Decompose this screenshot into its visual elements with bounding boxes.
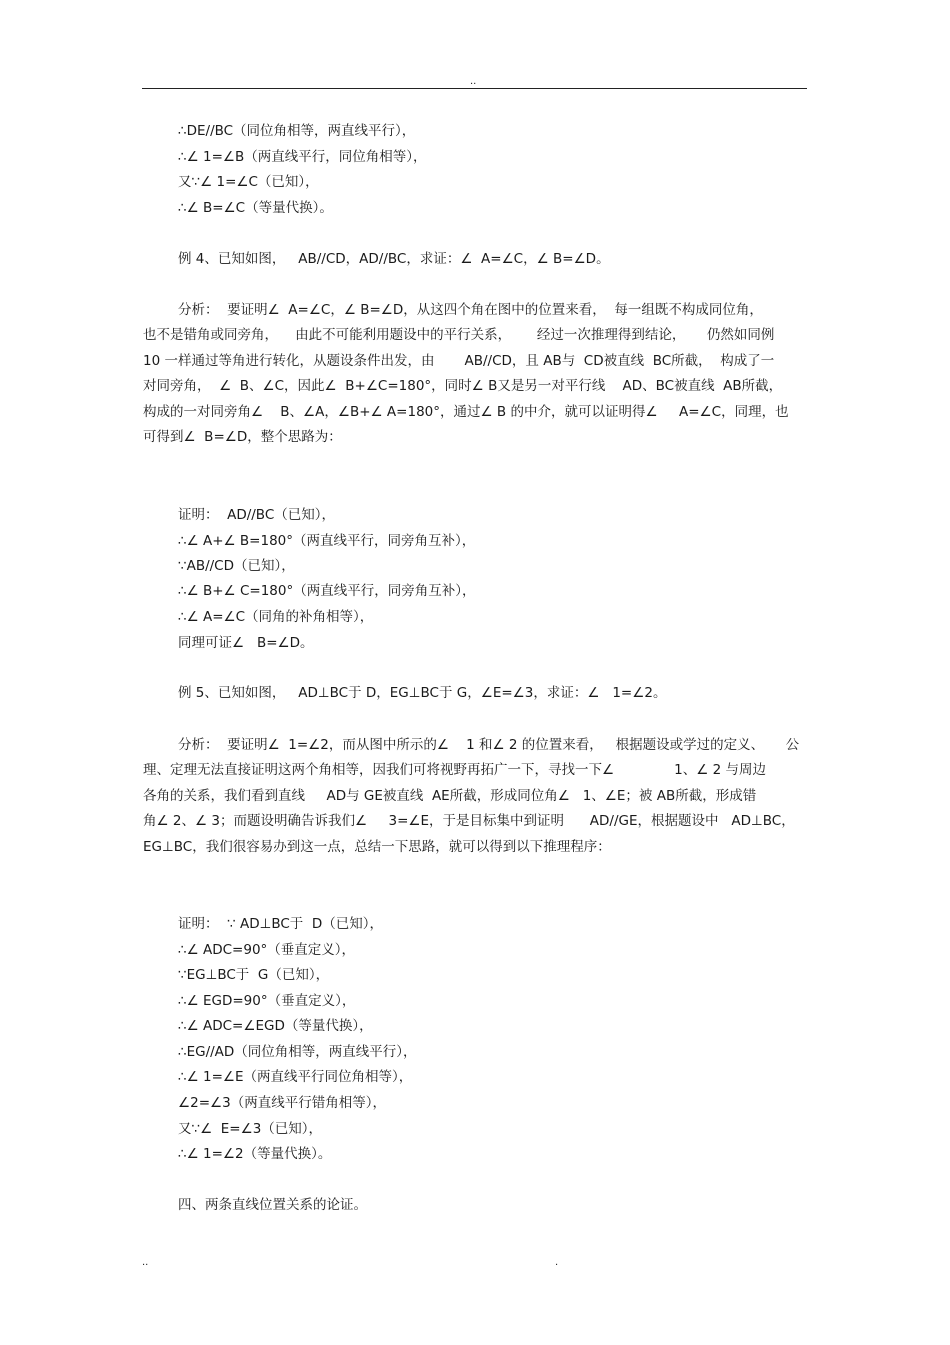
example-4-heading: 例 4、已知如图， AB//CD，AD//BC，求证：∠ A=∠C，∠ B=∠D。	[178, 251, 610, 267]
text-line: 可得到∠ B=∠D，整个思路为：	[143, 429, 342, 445]
text-line: 理、定理无法直接证明这两个角相等，因我们可将视野再拓广一下，寻找一下∠ 1、∠ 2 与周边	[143, 762, 767, 778]
footer-mark-left: ..	[142, 1257, 149, 1268]
text-line: 分析： 要证明∠ A=∠C，∠ B=∠D，从这四个角在图中的位置来看， 每一组既不构成同位角，	[178, 302, 763, 318]
text-line: EG⊥BC，我们很容易办到这一点，总结一下思路，就可以得到以下推理程序：	[143, 839, 611, 855]
text-line: ∴∠ EGD=90°（垂直定义），	[178, 993, 356, 1009]
footer-mark-right: .	[555, 1257, 559, 1268]
text-line: ∴∠ A+∠ B=180°（两直线平行，同旁角互补），	[178, 533, 476, 549]
text-line: 10 一样通过等角进行转化，从题设条件出发，由 AB//CD，且 AB与 CD被直线 BC所截， 构成了一	[143, 353, 775, 369]
text-line: 也不是错角或同旁角， 由此不可能利用题设中的平行关系， 经过一次推理得到结论， 仍然如同例	[143, 327, 775, 343]
text-line: 构成的一对同旁角∠ B、∠A，∠B+∠ A=180°，通过∠ B 的中介，就可以证明得∠ A=∠C，同理，也	[143, 404, 789, 420]
text-line: ∵EG⊥BC于 G（已知），	[178, 967, 330, 983]
text-line: ∴EG//AD（同位角相等，两直线平行），	[178, 1044, 417, 1060]
text-line: ∴∠ ADC=90°（垂直定义），	[178, 942, 356, 958]
text-line: 同理可证∠ B=∠D。	[178, 635, 314, 651]
text-line: ∠2=∠3（两直线平行错角相等），	[178, 1095, 386, 1111]
text-line: ∴∠ ADC=∠EGD（等量代换），	[178, 1018, 373, 1034]
text-line: 又∵∠ 1=∠C（已知），	[178, 174, 319, 190]
text-line: ∴∠ 1=∠E（两直线平行同位角相等），	[178, 1069, 413, 1085]
text-line: ∴∠ B+∠ C=180°（两直线平行，同旁角互补），	[178, 583, 476, 599]
text-line: ∴∠ 1=∠B（两直线平行，同位角相等），	[178, 149, 427, 165]
text-line: 又∵∠ E=∠3（已知），	[178, 1121, 323, 1137]
text-line: 各角的关系，我们看到直线 AD与 GE被直线 AE所截，形成同位角∠ 1、∠E；被 AB所截，形成错	[143, 788, 757, 804]
text-line: 对同旁角， ∠ B、∠C，因此∠ B+∠C=180°，同时∠ B又是另一对平行线 AD、BC被直线 AB所截，	[143, 378, 783, 394]
text-line: 分析： 要证明∠ 1=∠2，而从图中所示的∠ 1 和∠ 2 的位置来看， 根据题设或学过的定义、 公	[178, 737, 800, 753]
text-line: 证明： ∵ AD⊥BC于 D（已知），	[178, 916, 384, 932]
text-line: ∴∠ 1=∠2（等量代换）。	[178, 1146, 332, 1162]
text-line: ∴DE//BC（同位角相等，两直线平行），	[178, 123, 416, 139]
header-mark: ..	[470, 76, 477, 87]
section-heading: 四、两条直线位置关系的论证。	[178, 1197, 367, 1213]
example-5-heading: 例 5、已知如图， AD⊥BC于 D，EG⊥BC于 G，∠E=∠3，求证：∠ 1=∠2。	[178, 685, 667, 701]
text-line: ∴∠ B=∠C（等量代换）。	[178, 200, 333, 216]
text-line: 角∠ 2、∠ 3；而题设明确告诉我们∠ 3=∠E，于是目标集中到证明 AD//GE，根据题设中 AD⊥BC，	[143, 813, 795, 829]
text-line: ∴∠ A=∠C（同角的补角相等），	[178, 609, 374, 625]
header-divider	[142, 88, 807, 89]
text-line: ∵AB//CD（已知），	[178, 558, 295, 574]
text-line: 证明： AD//BC（已知），	[178, 507, 336, 523]
